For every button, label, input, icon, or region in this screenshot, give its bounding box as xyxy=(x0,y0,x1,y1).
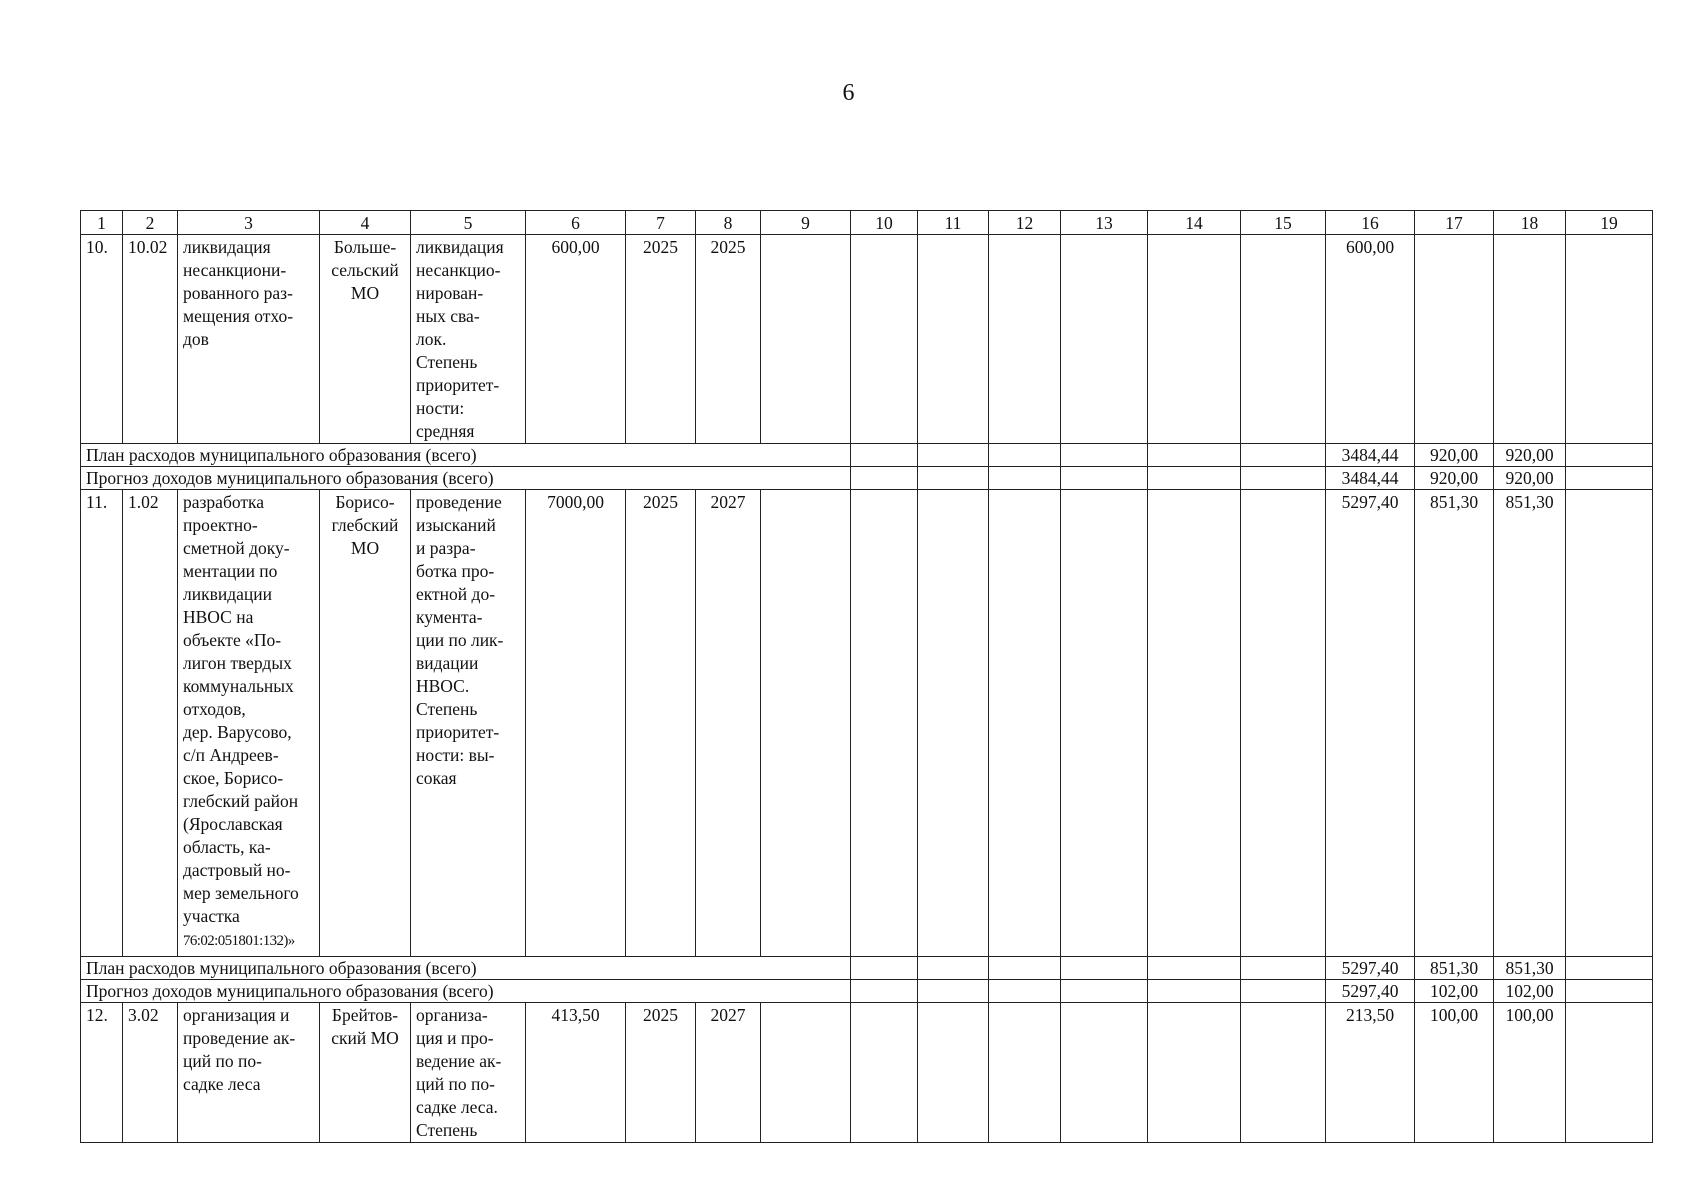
event-name: ликвидация несанкциони- рованного раз- мещения отхо- дов xyxy=(178,235,320,444)
total-cost: 600,00 xyxy=(526,235,626,444)
summary-row xyxy=(81,980,1653,1003)
column-header: 10 xyxy=(851,211,918,235)
column-header: 14 xyxy=(1148,211,1241,235)
empty-cell xyxy=(989,235,1061,444)
event-name xyxy=(178,490,320,957)
expenditure-table xyxy=(80,210,1653,1143)
value-col-16: 5297,40 xyxy=(1326,490,1415,957)
column-header: 13 xyxy=(1061,211,1148,235)
empty-cell xyxy=(1148,490,1241,957)
total-cost: 413,50 xyxy=(526,1003,626,1143)
value-col-18: 851,30 xyxy=(1494,490,1566,957)
empty-cell xyxy=(1241,490,1326,957)
row-number: 11. xyxy=(81,490,123,957)
summary-value-16: 5297,40 xyxy=(1326,980,1415,1003)
summary-value-16: 3484,44 xyxy=(1326,467,1415,490)
column-header: 2 xyxy=(123,211,178,235)
row-code: 3.02 xyxy=(123,1003,178,1143)
empty-cell xyxy=(1061,1003,1148,1143)
row-number: 10. xyxy=(81,235,123,444)
summary-row xyxy=(81,957,1653,980)
summary-value-17: 102,00 xyxy=(1415,980,1494,1003)
summary-label: План расходов муниципального образования (всего) xyxy=(81,957,851,980)
empty-cell xyxy=(851,490,918,957)
empty-cell xyxy=(1061,490,1148,957)
column-header: 8 xyxy=(696,211,761,235)
event-name-text: разработка проектно- сметной доку- ментации по ликвидации НВОС на объекте «По- лигон твердых коммунальных отходов, дер. Варусово, с/п Андреев- ское, Борисо- глебский район (Ярославская область, ка- дастровый но- мер земельного участка xyxy=(183,492,299,926)
event-name: организация и проведение ак- ций по по- садке леса xyxy=(178,1003,320,1143)
summary-label: Прогноз доходов муниципального образования (всего) xyxy=(81,980,851,1003)
empty-cell xyxy=(761,1003,851,1143)
start-year: 2025 xyxy=(626,1003,696,1143)
summary-row xyxy=(81,467,1653,490)
value-col-18 xyxy=(1494,235,1566,444)
summary-value-17: 920,00 xyxy=(1415,444,1494,467)
summary-label: Прогноз доходов муниципального образования (всего) xyxy=(81,467,851,490)
cadastral-number: 76:02:051801:132)» xyxy=(183,933,295,949)
column-header: 15 xyxy=(1241,211,1326,235)
column-header: 18 xyxy=(1494,211,1566,235)
column-header: 3 xyxy=(178,211,320,235)
empty-cell xyxy=(1148,1003,1241,1143)
municipality: Больше- сельский МО xyxy=(320,235,411,444)
end-year: 2027 xyxy=(696,490,761,957)
page-number: 6 xyxy=(842,80,855,106)
municipality: Брейтов- ский МО xyxy=(320,1003,411,1143)
row-code: 1.02 xyxy=(123,490,178,957)
summary-value-17: 851,30 xyxy=(1415,957,1494,980)
empty-cell xyxy=(851,1003,918,1143)
municipality: Борисо- глебский МО xyxy=(320,490,411,957)
start-year: 2025 xyxy=(626,235,696,444)
row-number: 12. xyxy=(81,1003,123,1143)
empty-cell xyxy=(1061,235,1148,444)
column-header: 4 xyxy=(320,211,411,235)
header-row xyxy=(81,211,1653,235)
summary-value-18: 851,30 xyxy=(1494,957,1566,980)
empty-cell xyxy=(989,490,1061,957)
empty-cell xyxy=(1566,1003,1653,1143)
empty-cell xyxy=(761,490,851,957)
column-header: 6 xyxy=(526,211,626,235)
end-year: 2025 xyxy=(696,235,761,444)
empty-cell xyxy=(851,235,918,444)
empty-cell xyxy=(1566,235,1653,444)
empty-cell xyxy=(989,1003,1061,1143)
start-year: 2025 xyxy=(626,490,696,957)
value-col-17: 851,30 xyxy=(1415,490,1494,957)
empty-cell xyxy=(1241,1003,1326,1143)
column-header: 19 xyxy=(1566,211,1653,235)
value-col-16: 213,50 xyxy=(1326,1003,1415,1143)
column-header: 17 xyxy=(1415,211,1494,235)
summary-value-16: 3484,44 xyxy=(1326,444,1415,467)
empty-cell xyxy=(918,490,989,957)
value-col-17: 100,00 xyxy=(1415,1003,1494,1143)
value-col-18: 100,00 xyxy=(1494,1003,1566,1143)
value-col-17 xyxy=(1415,235,1494,444)
expected-result: ликвидация несанкцио- нирован- ных сва- лок. Степень приоритет- ности: средняя xyxy=(411,235,526,444)
empty-cell xyxy=(1566,490,1653,957)
total-cost: 7000,00 xyxy=(526,490,626,957)
summary-value-16: 5297,40 xyxy=(1326,957,1415,980)
empty-cell xyxy=(918,235,989,444)
summary-value-18: 920,00 xyxy=(1494,444,1566,467)
column-header: 16 xyxy=(1326,211,1415,235)
table-row xyxy=(81,490,1653,957)
column-header: 5 xyxy=(411,211,526,235)
empty-cell xyxy=(918,1003,989,1143)
value-col-16: 600,00 xyxy=(1326,235,1415,444)
column-header: 1 xyxy=(81,211,123,235)
column-header: 7 xyxy=(626,211,696,235)
column-header: 12 xyxy=(989,211,1061,235)
column-header: 9 xyxy=(761,211,851,235)
column-header: 11 xyxy=(918,211,989,235)
summary-value-18: 102,00 xyxy=(1494,980,1566,1003)
empty-cell xyxy=(761,235,851,444)
expected-result: организа- ция и про- ведение ак- ций по по- садке леса. Степень xyxy=(411,1003,526,1143)
expected-result: проведение изысканий и разра- ботка про- ектной до- кумента- ции по лик- видации НВОС. Степень приоритет- ности: вы- сокая xyxy=(411,490,526,957)
summary-label: План расходов муниципального образования (всего) xyxy=(81,444,851,467)
summary-value-17: 920,00 xyxy=(1415,467,1494,490)
summary-value-18: 920,00 xyxy=(1494,467,1566,490)
row-code: 10.02 xyxy=(123,235,178,444)
summary-row xyxy=(81,444,1653,467)
table-row xyxy=(81,1003,1653,1143)
table-row xyxy=(81,235,1653,444)
empty-cell xyxy=(1148,235,1241,444)
empty-cell xyxy=(1241,235,1326,444)
end-year: 2027 xyxy=(696,1003,761,1143)
